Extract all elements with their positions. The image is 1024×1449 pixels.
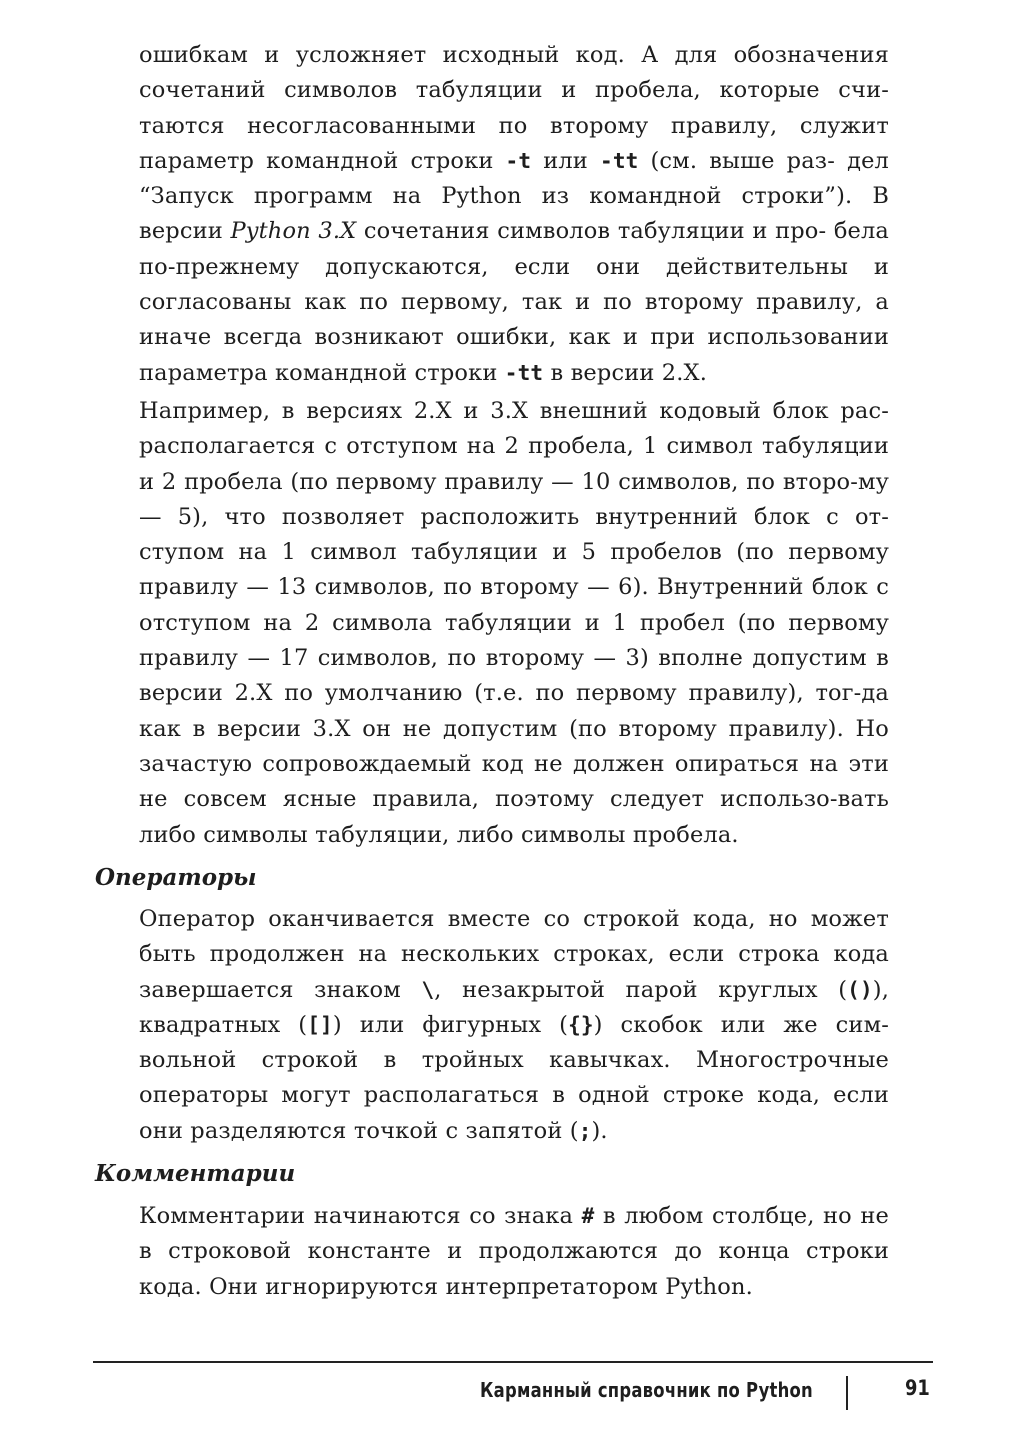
- text-fragment: ), квадратных (: [139, 976, 889, 1038]
- text-fragment: , незакрытой парой круглых (: [434, 976, 848, 1003]
- paragraph-indentation-example: Например, в версиях 2.X и 3.X внешний кодовый блок рас-располагается с отступом на 2 пробела, 1 символ табуляции и 2 пробела (по первому правилу — 10 символов, по второ-му — 5), что позволяет расположить внутренний блок с от-ступом на 1 символ табуляции и 5 пробелов (по первому правилу — 13 символов, по второму — 6). Внутренний блок с отступом на 2 символа табуляции и 1 пробел (по первому правилу — 17 символов, по второму — 3) вполне допустим в версии 2.X по умолчанию (т.е. по первому правилу), тог-да как в версии 3.X он не допустим (по второму правилу). Но зачастую сопровождаемый код не должен опираться на эти не совсем ясные правила, поэтому следует использо-вать либо символы табуляции, либо символы пробела.: [139, 398, 889, 848]
- text-line: ошибкам и усложняет исходный код. А для обозначения: [139, 42, 889, 68]
- text-line: таются несогласованными по второму правилу, служит: [139, 112, 889, 139]
- code-semicolon: ;: [578, 1118, 592, 1143]
- text-fragment: ) скобок или же сим-вольной строкой в тройных кавычках. Многострочные операторы могут располагаться в одной строке кода, если они разделяются точкой с запятой (: [139, 1011, 889, 1144]
- text-fragment: в любом столбце, но не в строковой константе и продолжаются до конца строки кода. Они игнорируются интерпретатором Python.: [139, 1203, 889, 1300]
- code-brackets: []: [307, 1012, 333, 1037]
- footer-book-title: Карманный справочник по Python: [480, 1378, 813, 1402]
- text-line: параметр командной строки: [139, 147, 506, 174]
- section-heading-comments: Комментарии: [95, 1160, 296, 1187]
- code-parens: (): [847, 977, 873, 1002]
- code-hash: #: [581, 1204, 595, 1228]
- paragraph-operators: [139, 902, 889, 1149]
- code-option-t: -t: [505, 148, 532, 173]
- section-heading-operators: Операторы: [95, 864, 257, 891]
- text-fragment: Комментарии начинаются со знака: [139, 1203, 582, 1229]
- paragraph-comments: [139, 1199, 889, 1305]
- text-fragment: В версии: [139, 183, 889, 245]
- code-option-tt: -tt: [600, 148, 639, 173]
- code-option-tt: -tt: [504, 360, 544, 385]
- paragraph-continuation: [139, 38, 889, 391]
- footer-rule: [93, 1361, 933, 1363]
- text-fragment: ).: [591, 1117, 608, 1144]
- text-line: бела по-прежнему допускаются, если они действительны и: [139, 218, 889, 280]
- text-fragment: Оператор оканчивается вместе со строкой кода, но может быть продолжен на нескольких строках, если строка кода завершается знаком: [139, 906, 889, 1003]
- text-fragment: параметра командной строки: [139, 359, 505, 386]
- text-line: дел “Запуск программ на Python из командной строки”).: [139, 147, 889, 210]
- text-fragment: в версии 2.X.: [543, 359, 708, 386]
- text-line: согласованы как по первому, так и по второму правилу, а: [139, 289, 889, 316]
- text-fragment: или: [531, 147, 601, 174]
- python-version-italic: Python 3.X: [230, 218, 357, 245]
- page-number: 91: [905, 1376, 930, 1400]
- text-line: иначе всегда возникают ошибки, как и при использовании: [139, 324, 889, 351]
- code-backslash: \: [421, 977, 435, 1002]
- text-fragment: (см. выше раз-: [638, 147, 835, 174]
- text-line: сочетаний символов табуляции и пробела, которые счи-: [139, 77, 889, 104]
- code-braces: {}: [568, 1012, 594, 1037]
- text-fragment: ) или фигурных (: [332, 1011, 569, 1038]
- text-fragment: сочетания символов табуляции и про-: [356, 218, 827, 245]
- footer-separator: [846, 1376, 848, 1410]
